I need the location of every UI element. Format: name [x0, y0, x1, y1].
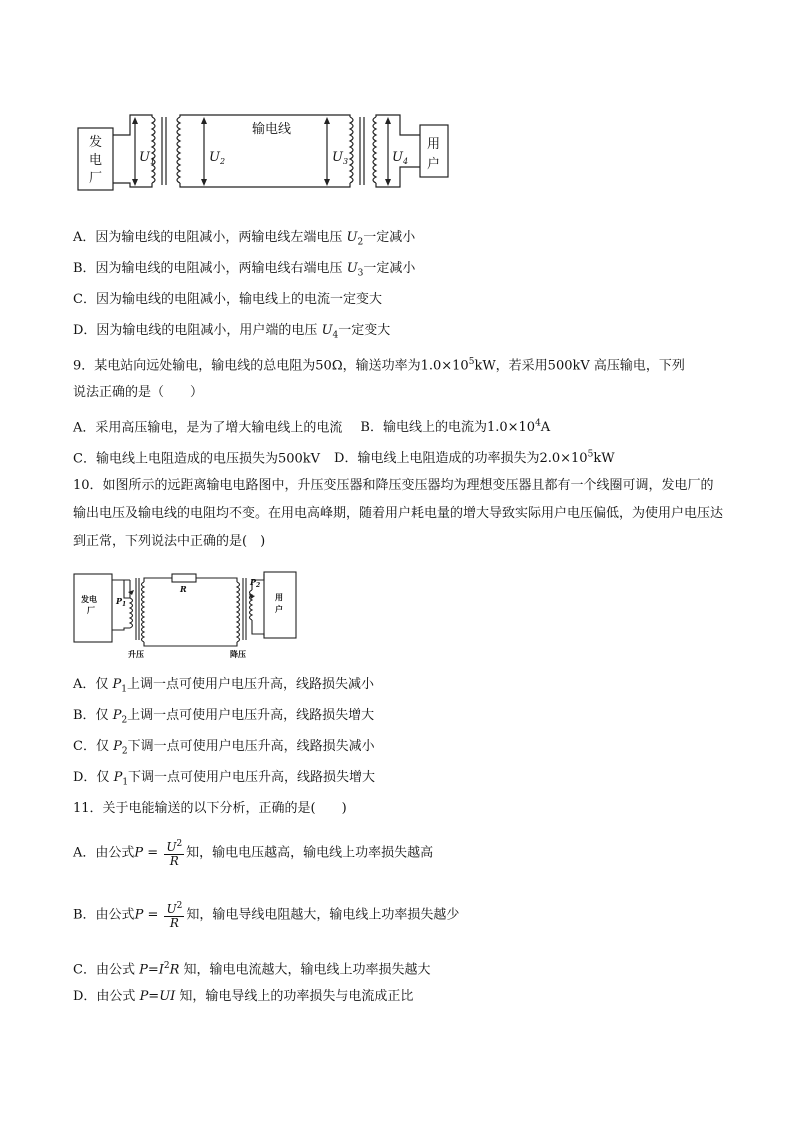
generator-label-3: 厂: [89, 171, 103, 186]
user-label-2: 户: [427, 157, 441, 172]
q9-option-a: A．采用高压输电，是为了增大输电线上的电流: [73, 420, 343, 436]
transmission-diagram-2: [72, 568, 302, 660]
step-up-label: 升压: [128, 649, 144, 659]
p1-label: P: [116, 596, 123, 606]
q8-option-d: D．因为输电线的电阻减小，用户端的电压 $U_4$一定变大: [73, 323, 391, 341]
q8-option-b: B．因为输电线的电阻减小，两输电线右端电压 $U_3$一定减小: [73, 261, 416, 279]
user-label-2a: 用: [275, 592, 283, 602]
u2-label: U: [209, 150, 220, 165]
q10-option-d: D．仅 $P_1$下调一点可使用户电压升高，线路损失增大: [73, 770, 376, 788]
q9-option-c: C．输电线上电阻造成的电压损失为500kV: [73, 451, 321, 467]
generator-label-2: 电: [89, 153, 103, 168]
q9-option-b: B．输电线上的电流为$1.0\times 10^4A$: [360, 419, 551, 436]
q8-option-c: C．因为输电线的电阻减小，输电线上的电流一定变大: [73, 292, 382, 307]
q10-option-c: C．仅 $P_2$下调一点可使用户电压升高，线路损失减小: [73, 739, 375, 757]
q11-stem: 11．关于电能输送的以下分析，正确的是( ): [73, 801, 347, 816]
q10-option-a: A．仅 $P_1$上调一点可使用户电压升高，线路损失减小: [73, 677, 375, 695]
q11-option-c: C．由公式 $P=I^2R$ 知，输电电流越大，输电线上功率损失越大: [73, 961, 431, 978]
user-label-1: 用: [427, 137, 441, 152]
svg-text:U3: $U_3$: [332, 150, 349, 166]
user-label-2b: 户: [275, 604, 283, 614]
svg-text:U4: $U_4$: [392, 150, 409, 166]
q11-option-a: A．由公式P = $\frac{U^2}{R}$ 知，输电电压越高，输电线上功率损失越高: [73, 839, 434, 868]
svg-text:P1: $P_1$: [116, 596, 127, 608]
resistor-r: [172, 574, 196, 582]
step-down-label: 降压: [230, 649, 246, 659]
generator-label-2b: 厂: [87, 605, 95, 615]
line-label: 输电线: [252, 122, 292, 137]
u4-label: U: [392, 150, 403, 165]
svg-text:U2: $U_2$: [209, 150, 226, 166]
transmission-diagram-1: [70, 105, 460, 200]
q8-option-a: A．因为输电线的电阻减小，两输电线左端电压 $U_2$一定减小: [73, 230, 416, 248]
u1-label: U: [139, 150, 150, 165]
q11-option-d: D．由公式 P=UI 知，输电导线上的功率损失与电流成正比: [73, 989, 414, 1004]
p2-label: P: [250, 577, 257, 587]
generator-label-1: 发: [89, 135, 103, 150]
svg-text:P2: $P_2$: [250, 577, 261, 589]
r-label: R: [180, 584, 187, 594]
q9-options-cd: [73, 447, 615, 467]
q11-option-b: B．由公式P = $\frac{U^2}{R}$ 知，输电导线电阻越大，输电线上功率损失越少: [73, 901, 460, 930]
q9-stem-line2: 说法正确的是（ ）: [73, 385, 204, 400]
u3-label: U: [332, 150, 343, 165]
q10-option-b: B．仅 $P_2$上调一点可使用户电压升高，线路损失增大: [73, 708, 375, 726]
svg-text:U1: $U_1$: [139, 150, 156, 166]
q9-option-d: D．输电线上电阻造成的功率损失为$2.0\times 10^5kW$: [334, 450, 615, 467]
q9-stem-line1: 9．某电站向远处输电，输电线的总电阻为50Ω，输送功率为$1.0\times 10^5kW$，若采用500kV 高压输电，下列: [73, 357, 685, 374]
q10-stem: 10．如图所示的远距离输电电路图中，升压变压器和降压变压器均为理想变压器且都有一个线圈可调，发电厂的输出电压及输电线的电阻均不变。在用电高峰期，随着用户耗电量的增大导致实际用户电压偏低，为使用户电压达到正常，下列说法中正确的是( ): [73, 478, 724, 549]
generator-label-2a: 发电: [81, 594, 97, 604]
q9-options-ab: [73, 416, 550, 436]
